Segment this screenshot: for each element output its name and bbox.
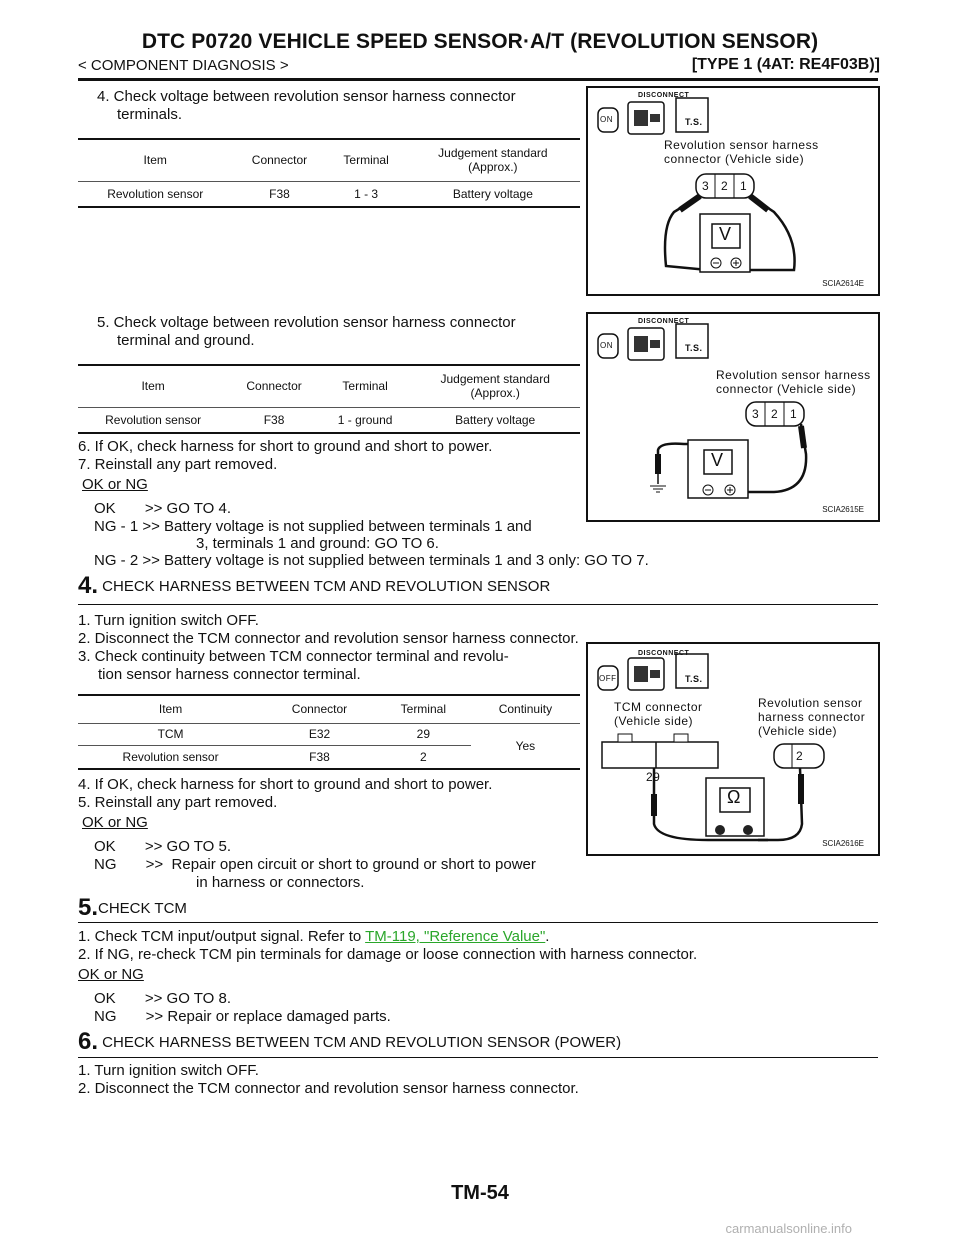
voltmeter-icon: V (719, 224, 732, 244)
figure-continuity (586, 642, 880, 856)
reference-value-link[interactable]: TM-119, "Reference Value" (365, 928, 546, 945)
ng-result: NG >> Repair or replace damaged parts. (94, 1008, 391, 1025)
col-connector: Connector (232, 139, 326, 181)
step4-line2: terminals. (117, 106, 183, 123)
connector-label-side: connector (Vehicle side) (664, 152, 805, 166)
ok-or-ng-label: OK or NG (78, 966, 144, 983)
disconnect-label: DISCONNECT (638, 92, 690, 99)
step5-line2: terminal and ground. (117, 332, 255, 349)
figure-voltage-ground (586, 312, 880, 522)
rev-sensor-label-2: harness connector (758, 710, 866, 724)
ts-icon: T.S. (685, 674, 703, 684)
pin-3: 3 (752, 407, 760, 421)
ng-result: NG >> Repair open circuit or short to ground or short to power (94, 856, 536, 873)
ng1-result-cont: 3, terminals 1 and ground: GO TO 6. (196, 535, 439, 552)
circuit-diagram (588, 88, 878, 294)
header-rule (78, 78, 878, 81)
voltage-table-ground: Item Connector Terminal Judgement standard (Approx.) Revolution sensor F38 1 - ground Battery voltage (78, 364, 580, 434)
step4-line1: 4. Check voltage between revolution sensor harness connector (97, 88, 516, 105)
figure-voltage-terminals (586, 86, 880, 296)
ok-result: OK >> GO TO 5. (94, 838, 231, 855)
continuity-table: Item Connector Terminal Continuity TCM E32 29 Yes Revolution sensor F38 2 (78, 694, 580, 770)
ok-or-ng-label: OK or NG (82, 476, 148, 493)
sec6-step1: 1. Turn ignition switch OFF. (78, 1062, 259, 1079)
step5-line1: 5. Check voltage between revolution sensor harness connector (97, 314, 516, 331)
ng1-result: NG - 1 >> Battery voltage is not supplied between terminals 1 and (94, 518, 532, 535)
voltmeter-icon: V (711, 450, 724, 470)
tcm-connector-side: (Vehicle side) (614, 714, 694, 728)
sec4-step2: 2. Disconnect the TCM connector and revolution sensor harness connector. (78, 630, 579, 647)
ohmmeter-icon: Ω (727, 787, 741, 807)
connector-label-side: connector (Vehicle side) (716, 382, 857, 396)
pin-2: 2 (771, 407, 779, 421)
rev-sensor-label: Revolution sensor (758, 696, 863, 710)
ignition-on-icon: ON (600, 341, 613, 350)
figure-code: SCIA2615E (822, 505, 864, 514)
section-rule (78, 1057, 878, 1058)
sec6-step2: 2. Disconnect the TCM connector and revolution sensor harness connector. (78, 1080, 579, 1097)
pin-2: 2 (796, 749, 804, 763)
ng-result-cont: in harness or connectors. (196, 874, 365, 891)
pin-29: 29 (646, 770, 661, 784)
ok-result: OK >> GO TO 4. (94, 500, 231, 517)
breadcrumb: < COMPONENT DIAGNOSIS > (78, 57, 289, 74)
table-row: Revolution sensor F38 2 (122, 749, 427, 764)
voltage-table-terminals (78, 138, 580, 208)
page-title: DTC P0720 VEHICLE SPEED SENSOR·A/T (REVOLUTION SENSOR) (141, 30, 819, 53)
pin-1: 1 (790, 407, 798, 421)
ignition-on-icon: ON (600, 115, 613, 124)
table-row: Revolution sensor F38 1 - 3 Battery voltage (107, 186, 533, 201)
table-row: Revolution sensor F38 1 - ground Battery voltage (105, 412, 536, 427)
section-6-heading: 6. CHECK HARNESS BETWEEN TCM AND REVOLUTION SENSOR (POWER) (78, 1028, 622, 1055)
col-judgement: Judgement standard (Approx.) (406, 139, 580, 181)
col-terminal: Terminal (327, 139, 406, 181)
table-row: TCM E32 29 Yes (78, 723, 580, 745)
disconnect-label: DISCONNECT (638, 650, 690, 657)
section-rule (78, 604, 878, 605)
sec5-step2: 2. If NG, re-check TCM pin terminals for damage or loose connection with harness connector. (78, 946, 698, 963)
ok-or-ng-label: OK or NG (82, 814, 148, 831)
pin-3: 3 (702, 179, 710, 193)
ng2-result: NG - 2 >> Battery voltage is not supplied between terminals 1 and 3 only: GO TO 7. (94, 552, 649, 569)
sec4-step5: 5. Reinstall any part removed. (78, 794, 278, 811)
circuit-diagram (588, 644, 878, 854)
tcm-connector-label: TCM connector (614, 700, 703, 714)
section-4-heading: 4. CHECK HARNESS BETWEEN TCM AND REVOLUTION SENSOR (78, 572, 551, 599)
type-tag: [TYPE 1 (4AT: RE4F03B)] (691, 56, 880, 73)
step7: 7. Reinstall any part removed. (78, 456, 278, 473)
sec5-step1: 1. Check TCM input/output signal. Refer to TM-119, "Reference Value". (78, 928, 550, 945)
circuit-diagram (588, 314, 878, 520)
pin-1: 1 (740, 179, 748, 193)
ignition-off-icon: OFF (599, 674, 617, 683)
ts-icon: T.S. (685, 117, 703, 127)
connector-label: Revolution sensor harness (716, 368, 871, 382)
pin-2: 2 (721, 179, 729, 193)
ok-result: OK >> GO TO 8. (94, 990, 231, 1007)
sec4-step1: 1. Turn ignition switch OFF. (78, 612, 259, 629)
disconnect-label: DISCONNECT (638, 318, 690, 325)
figure-code: SCIA2616E (822, 839, 864, 848)
col-item: Item (78, 139, 232, 181)
watermark: carmanualsonline.info (725, 1221, 852, 1236)
section-rule (78, 922, 878, 923)
rev-sensor-side: (Vehicle side) (758, 724, 838, 738)
step6: 6. If OK, check harness for short to ground and short to power. (78, 438, 493, 455)
sec4-step3-cont: tion sensor harness connector terminal. (98, 666, 361, 683)
sec4-step4: 4. If OK, check harness for short to ground and short to power. (78, 776, 493, 793)
sec4-step3: 3. Check continuity between TCM connector terminal and revolu- (78, 648, 509, 665)
ts-icon: T.S. (685, 343, 703, 353)
connector-label: Revolution sensor harness (664, 138, 819, 152)
section-5-heading: 5.CHECK TCM (78, 894, 187, 921)
figure-code: SCIA2614E (822, 279, 864, 288)
page-number: TM-54 (451, 1182, 509, 1204)
